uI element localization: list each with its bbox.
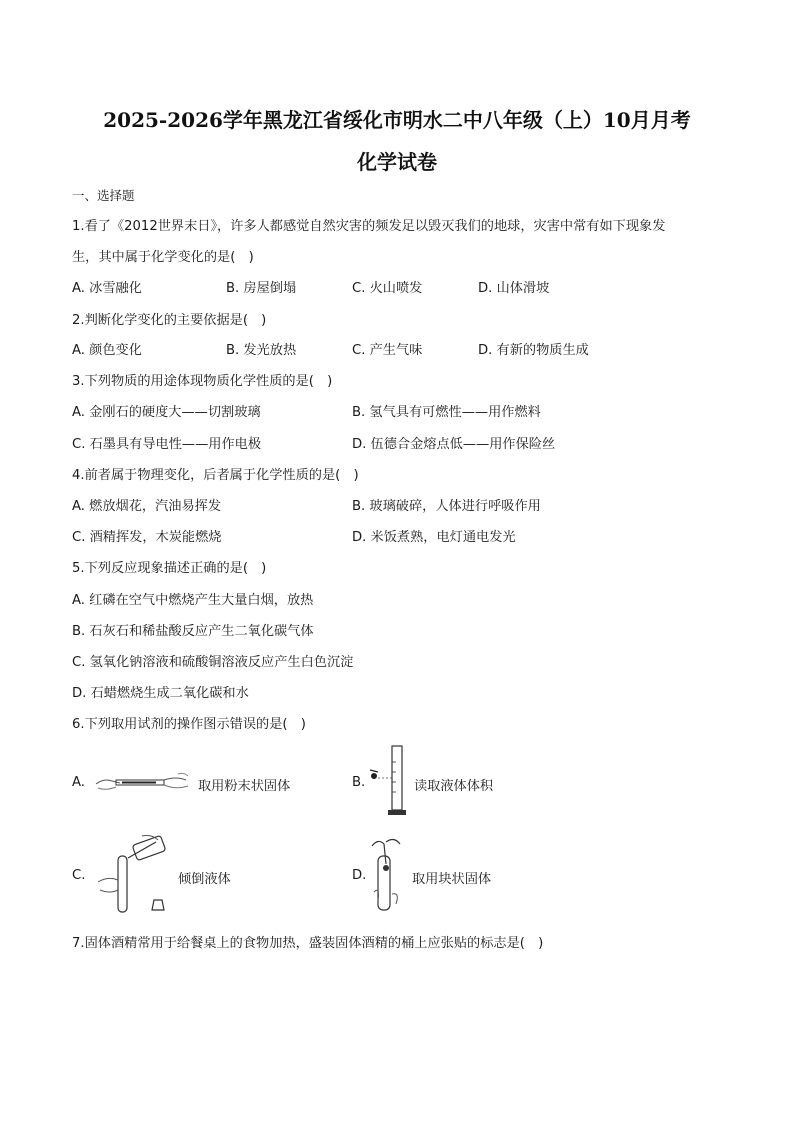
q1-option-c: C. 火山喷发 [352, 281, 423, 296]
exam-title-line1: 2025-2026学年黑龙江省绥化市明水二中八年级（上）10月月考 [103, 108, 691, 132]
q5-option-d: D. 石蜡燃烧生成二氧化碳和水 [72, 686, 249, 701]
q4-option-c: C. 酒精挥发，木炭能燃烧 [72, 530, 222, 545]
q6-option-b-letter: B. [352, 775, 366, 790]
q6-option-c-caption: 倾倒液体 [178, 872, 231, 887]
q2-option-a: A. 颜色变化 [72, 343, 142, 358]
q3-option-d: D. 伍德合金熔点低——用作保险丝 [352, 437, 556, 452]
q1-option-b: B. 房屋倒塌 [226, 281, 297, 296]
q1-stem-line2: 生，其中属于化学变化的是( ) [72, 250, 254, 265]
q5-option-c: C. 氢氧化钠溶液和硫酸铜溶液反应产生白色沉淀 [72, 655, 354, 670]
q3-option-b: B. 氢气具有可燃性——用作燃料 [352, 405, 541, 420]
q5-stem: 5.下列反应现象描述正确的是( ) [72, 561, 267, 576]
q1-stem-line1: 1.看了《2012世界末日》，许多人都感觉自然灾害的频发足以毁灭我们的地球，灾害中常有如下现象发 [72, 219, 666, 234]
q6-option-b-figure [366, 742, 406, 818]
q3-stem: 3.下列物质的用途体现物质化学性质的是( ) [72, 374, 333, 389]
q5-option-a: A. 红磷在空气中燃烧产生大量白烟，放热 [72, 593, 314, 608]
q6-option-c-letter: C. [72, 868, 86, 883]
q1-option-d: D. 山体滑坡 [478, 281, 550, 296]
q2-stem: 2.判断化学变化的主要依据是( ) [72, 313, 267, 328]
q4-option-b: B. 玻璃破碎，人体进行呼吸作用 [352, 499, 541, 514]
q4-stem: 4.前者属于物理变化，后者属于化学性质的是( ) [72, 468, 359, 483]
q4-option-a: A. 燃放烟花，汽油易挥发 [72, 499, 222, 514]
q2-option-c: C. 产生气味 [352, 343, 423, 358]
q7-stem: 7.固体酒精常用于给餐桌上的食物加热，盛装固体酒精的桶上应张贴的标志是( ) [72, 936, 544, 951]
q6-option-a-caption: 取用粉末状固体 [198, 779, 291, 794]
exam-title-line2: 化学试卷 [357, 150, 437, 174]
q6-option-d-letter: D. [352, 868, 367, 883]
q1-option-a: A. 冰雪融化 [72, 281, 142, 296]
q6-option-d-caption: 取用块状固体 [412, 872, 492, 887]
q3-option-c: C. 石墨具有导电性——用作电极 [72, 437, 262, 452]
q6-option-c-figure [92, 834, 174, 916]
q6-stem: 6.下列取用试剂的操作图示错误的是( ) [72, 717, 306, 732]
q6-option-a-letter: A. [72, 775, 85, 790]
section-heading: 一、选择题 [72, 188, 135, 203]
q5-option-b: B. 石灰石和稀盐酸反应产生二氧化碳气体 [72, 624, 314, 639]
q2-option-d: D. 有新的物质生成 [478, 343, 589, 358]
q6-option-d-figure [366, 834, 406, 914]
q6-option-a-figure [92, 764, 192, 800]
q4-option-d: D. 米饭煮熟，电灯通电发光 [352, 530, 516, 545]
q2-option-b: B. 发光放热 [226, 343, 297, 358]
q6-option-b-caption: 读取液体体积 [414, 779, 494, 794]
q3-option-a: A. 金刚石的硬度大——切割玻璃 [72, 405, 261, 420]
